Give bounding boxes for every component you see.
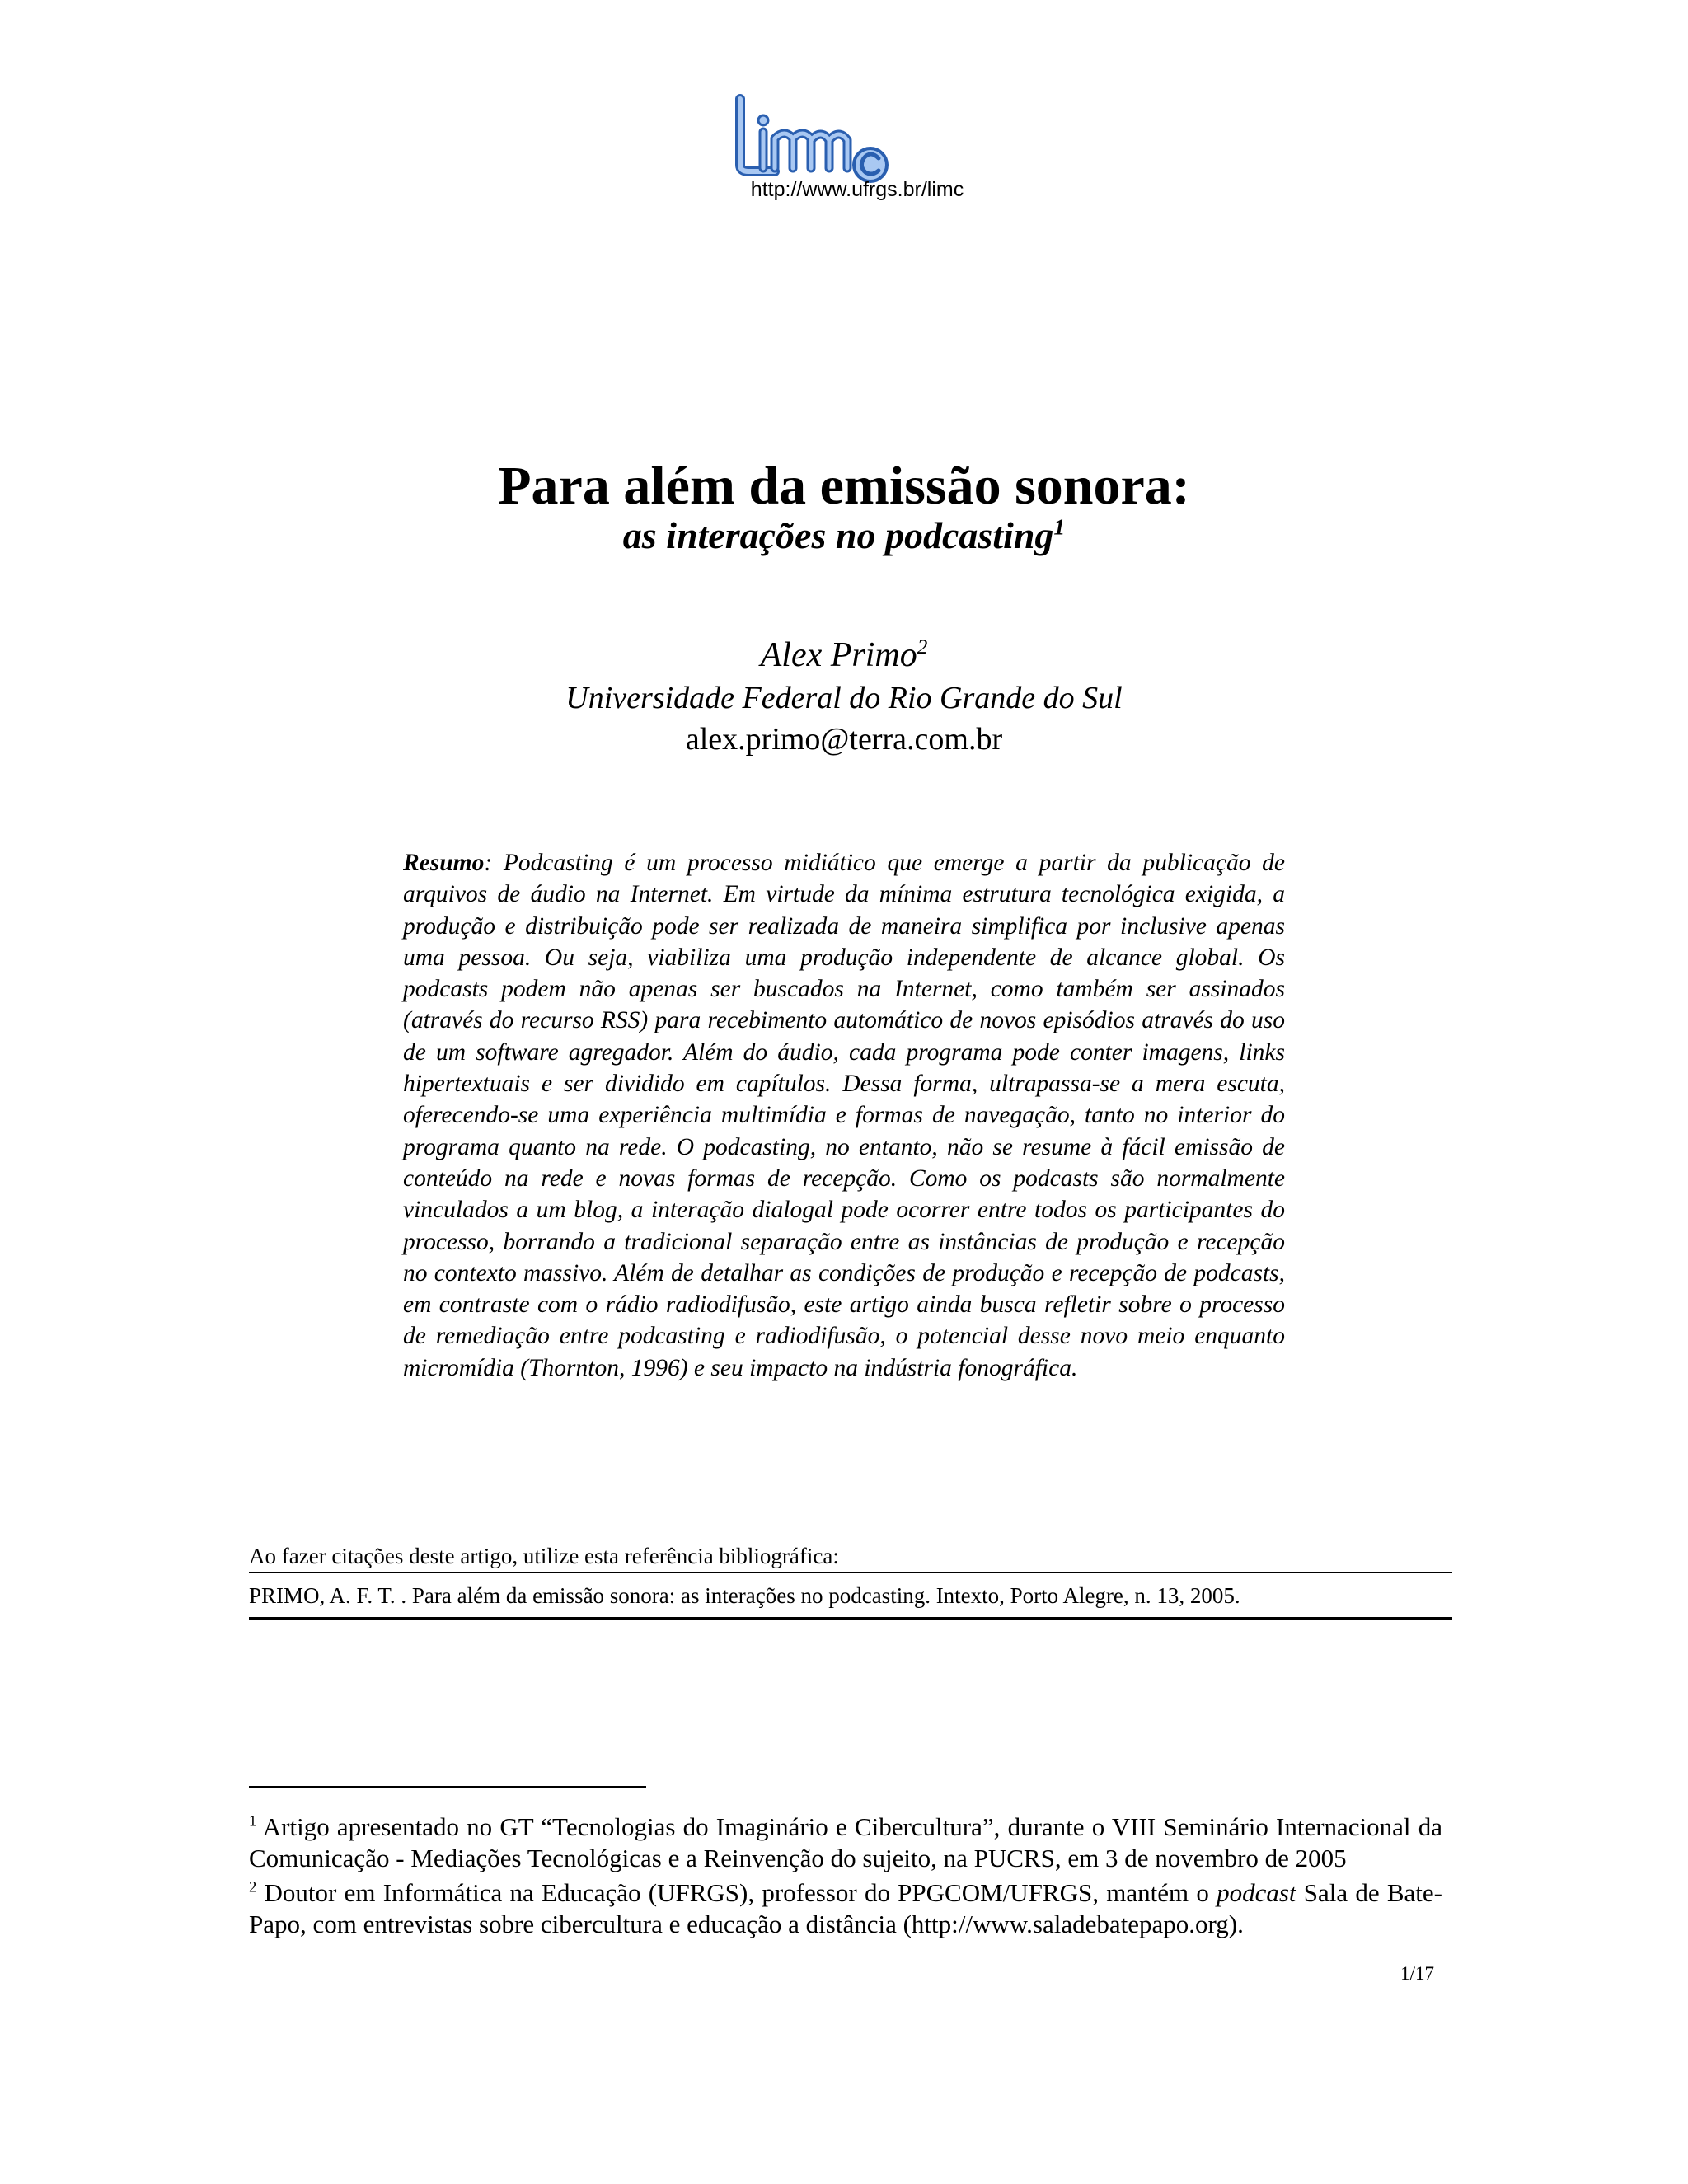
footnotes (249, 1811, 1442, 1943)
footnote-ref-2[interactable]: 2 (917, 636, 928, 658)
footnote-1-text: Artigo apresentado no GT “Tecnologias do Imaginário e Cibercultura”, durante o VIII Seminário Internacional da Comunicação - Mediações Tecnológicas e a Reinvenção do sujeito, na PUCRS, em 3 de novembro de 2005 (249, 1812, 1442, 1872)
footnote-2-text-italic: podcast (1217, 1878, 1296, 1907)
paper-title: Para além da emissão sonora: (498, 456, 1190, 516)
footnote-1 (249, 1811, 1442, 1874)
footnote-divider (249, 1786, 646, 1788)
abstract (403, 847, 1285, 1384)
paper-subtitle-text: as interações no podcasting (622, 514, 1054, 556)
citation-reference: PRIMO, A. F. T. . Para além da emissão sonora: as interações no podcasting. Intexto, Porto Alegre, n. 13, 2005. (249, 1583, 1240, 1608)
header-url[interactable]: http://www.ufrgs.br/limc (750, 178, 964, 201)
abstract-text: : Podcasting é um processo midiático que emerge a partir da publicação de arquivos de áudio na Internet. Em virtude da mínima estrutura tecnológica exigida, a produção e distribuição pode ser realizada de maneira simplifica por inclusive apenas uma pessoa. Ou seja, viabiliza uma produção independente de alcance global. Os podcasts podem não apenas ser buscados na Internet, como também ser assinados (através do recurso RSS) para recebimento automático de novos episódios através do uso de um software agregador. Além do áudio, cada programa pode conter imagens, links hipertextuais e ser dividido em capítulos. Dessa forma, ultrapassa-se a mera escuta, oferecendo-se uma experiência multimídia e formas de navegação, tanto no interior do programa quanto na rede. O podcasting, no entanto, não se resume à fácil emissão de conteúdo na rede e novas formas de recepção. Como os podcasts são normalmente vinculados a um blog, a interação dialogal pode ocorrer entre todos os participantes do processo, borrando a tradicional separação entre as instâncias de produção e recepção no contexto massivo. Além de detalhar as condições de produção e recepção de podcasts, em contraste com o rádio radiodifusão, este artigo ainda busca refletir sobre o processo de remediação entre podcasting e radiodifusão, o potencial desse novo meio enquanto micromídia (Thornton, 1996) e seu impacto na indústria fonográfica. (403, 850, 1285, 1381)
author-name (0, 633, 1688, 677)
page-number: 1/17 (1400, 1963, 1434, 1984)
author-affiliation: Universidade Federal do Rio Grande do Sul (565, 681, 1123, 715)
citation-divider-top (249, 1572, 1452, 1573)
citation-label: Ao fazer citações deste artigo, utilize esta referência bibliográfica: (249, 1544, 839, 1568)
abstract-label: Resumo (403, 850, 485, 876)
footnote-mark-1: 1 (249, 1812, 257, 1830)
author-email[interactable]: alex.primo@terra.com.br (685, 722, 1003, 757)
footnote-mark-2: 2 (249, 1878, 257, 1896)
paper-subtitle (0, 511, 1688, 560)
footnote-ref-1[interactable]: 1 (1053, 513, 1066, 540)
footnote-2 (249, 1877, 1442, 1940)
limc-logo (725, 89, 907, 188)
footnote-2-text-after: Sala de Bate-Papo, com entrevistas sobre cibercultura e educação a distância (http://www.saladebatepapo.org). (249, 1878, 1442, 1938)
limc-logo-graphic (725, 89, 907, 188)
author-name-text: Alex Primo (760, 636, 917, 674)
citation-divider-bottom (249, 1617, 1452, 1620)
footnote-2-text-before: Doutor em Informática na Educação (UFRGS), professor do PPGCOM/UFRGS, mantém o (256, 1878, 1217, 1907)
